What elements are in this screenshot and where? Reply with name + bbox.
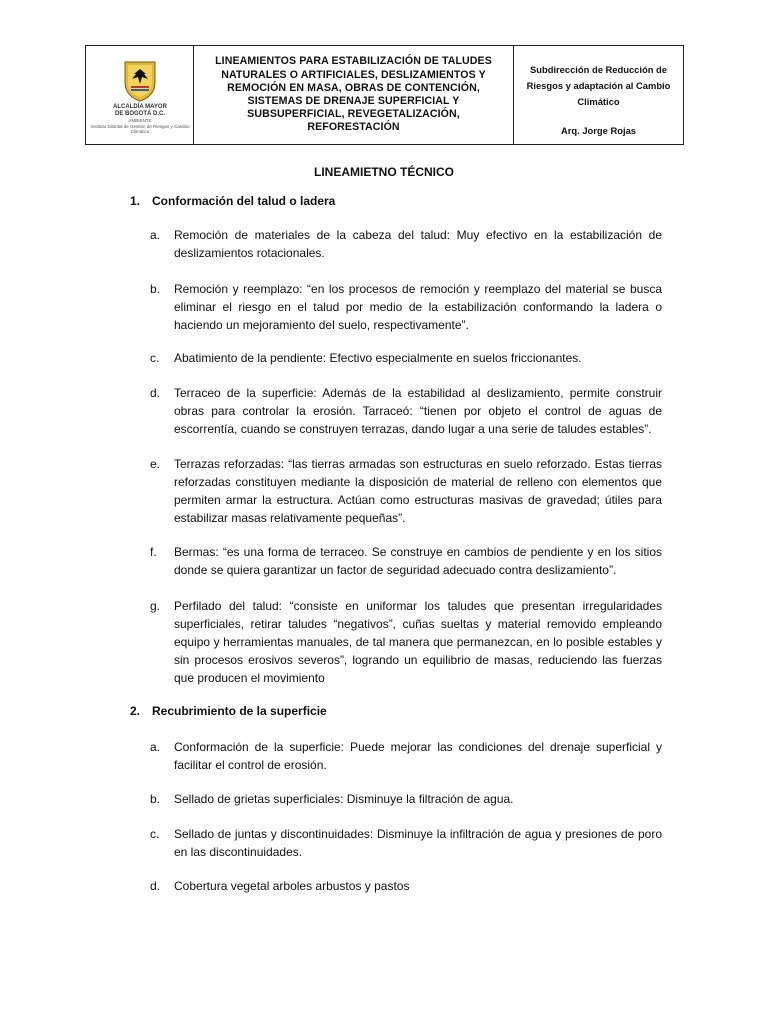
list-item-text: Terraceo de la superficie: Además de la estabilidad al deslizamiento, permite construir obras para controlar la erosión. Tarraceó: “tienen por objeto el control de aguas de escorrentía, cuando se construyen terrazas, dando lugar a una serie de taludes estables”. bbox=[174, 386, 662, 436]
list-item-text: Remoción de materiales de la cabeza del talud: Muy efectivo en la estabilización de deslizamientos rotacionales. bbox=[174, 228, 662, 260]
side-cell bbox=[514, 46, 683, 144]
logo-text-ambiente: AMBIENTE bbox=[128, 118, 152, 123]
list-item bbox=[150, 738, 662, 774]
list-item-text: Bermas: “es una forma de terraceo. Se construye en cambios de pendiente y en los sitios donde se quiera garantizar un factor de seguridad adecuado contra deslizamiento”. bbox=[174, 545, 662, 577]
title-cell bbox=[194, 46, 514, 144]
list-item-letter: b. bbox=[150, 282, 161, 296]
list-item-text: Sellado de grietas superficiales: Disminuye la filtración de agua. bbox=[174, 792, 514, 806]
list-item bbox=[150, 543, 662, 579]
list-item-letter: d. bbox=[150, 386, 161, 400]
list-item-letter: f. bbox=[150, 545, 157, 559]
document-title: LINEAMIENTOS PARA ESTABILIZACIÓN DE TALUDES NATURALES O ARTIFICIALES, DESLIZAMIENTOS Y REMOCIÓN EN MASA, OBRAS DE CONTENCIÓN, SISTEMAS DE DRENAJE SUPERFICIAL Y SUBSUPERFICIAL, REVEGETALIZACIÓN, REFORESTACIÓN bbox=[215, 55, 492, 134]
section-number: 1. bbox=[130, 194, 141, 208]
logo-text-bogota: DE BOGOTÁ D.C. bbox=[114, 111, 165, 117]
list-item-letter: c. bbox=[150, 351, 160, 365]
list-item bbox=[150, 877, 662, 895]
subdireccion-label: Subdirección de Reducción de Riesgos y adaptación al Cambio Climático bbox=[526, 64, 671, 107]
list-item-text: Abatimiento de la pendiente: Efectivo especialmente en suelos friccionantes. bbox=[174, 351, 582, 365]
list-item-text: Perfilado del talud: “consiste en uniformar los taludes que presentan irregularidades superficiales, retirar taludes “negativos”, cuñas sueltas y material removido empleando equipo y herramientas manuales, de tal manera que permanezcan, en lo posible estables y sin procesos erosivos severos”, logrando un equilibrio de masas, reduciendo las fuerzas que producen el movimiento bbox=[174, 599, 662, 685]
list-item bbox=[150, 455, 662, 527]
logo-text-instituto: Instituto Distrital de Gestión de Riesgos y Cambio Climático bbox=[90, 124, 190, 134]
list-item-letter: a. bbox=[150, 740, 161, 754]
list-item bbox=[150, 825, 662, 861]
list-item-text: Cobertura vegetal arboles arbustos y pastos bbox=[174, 879, 410, 893]
list-item-letter: a. bbox=[150, 228, 161, 242]
list-item-letter: b. bbox=[150, 792, 161, 806]
logo-text-alcaldia: ALCALDÍA MAYOR bbox=[113, 104, 167, 110]
document-header bbox=[85, 45, 684, 145]
bogota-coat-of-arms-icon bbox=[123, 60, 157, 102]
list-item-letter: e. bbox=[150, 457, 161, 471]
list-item bbox=[150, 597, 662, 687]
page-heading: LINEAMIETNO TÉCNICO bbox=[314, 165, 454, 179]
list-item bbox=[150, 349, 662, 367]
logo-cell bbox=[86, 46, 194, 144]
section-title-text: Recubrimiento de la superficie bbox=[152, 704, 327, 718]
list-item-text: Sellado de juntas y discontinuidades: Disminuye la infiltración de agua y presiones de poro en las discontinuidades. bbox=[174, 827, 662, 859]
list-item-text: Terrazas reforzadas: “las tierras armadas son estructuras en suelo reforzado. Estas tierras reforzadas constituyen mediante la disposición de material de relleno con elementos que permiten armar la estructura. Actúan como estructuras masivas de gravedad; útiles para estabilizar masas relativamente pequeñas”. bbox=[174, 457, 662, 525]
author-label: Arq. Jorge Rojas bbox=[560, 125, 637, 136]
list-item bbox=[150, 384, 662, 438]
section-title-text: Conformación del talud o ladera bbox=[152, 194, 336, 208]
list-item bbox=[150, 226, 662, 262]
list-item-letter: d. bbox=[150, 879, 161, 893]
list-item-text: Conformación de la superficie: Puede mejorar las condiciones del drenaje superficial y facilitar el control de erosión. bbox=[174, 740, 662, 772]
list-item-text: Remoción y reemplazo: “en los procesos de remoción y reemplazo del material se busca eliminar el riesgo en el talud por medio de la estabilización conformando la ladera o haciendo un mejoramiento del suelo, respectivamente”. bbox=[174, 282, 662, 332]
list-item bbox=[150, 790, 662, 808]
list-item-letter: g. bbox=[150, 599, 161, 613]
list-item bbox=[150, 280, 662, 334]
list-item-letter: c. bbox=[150, 827, 160, 841]
section-number: 2. bbox=[130, 704, 141, 718]
